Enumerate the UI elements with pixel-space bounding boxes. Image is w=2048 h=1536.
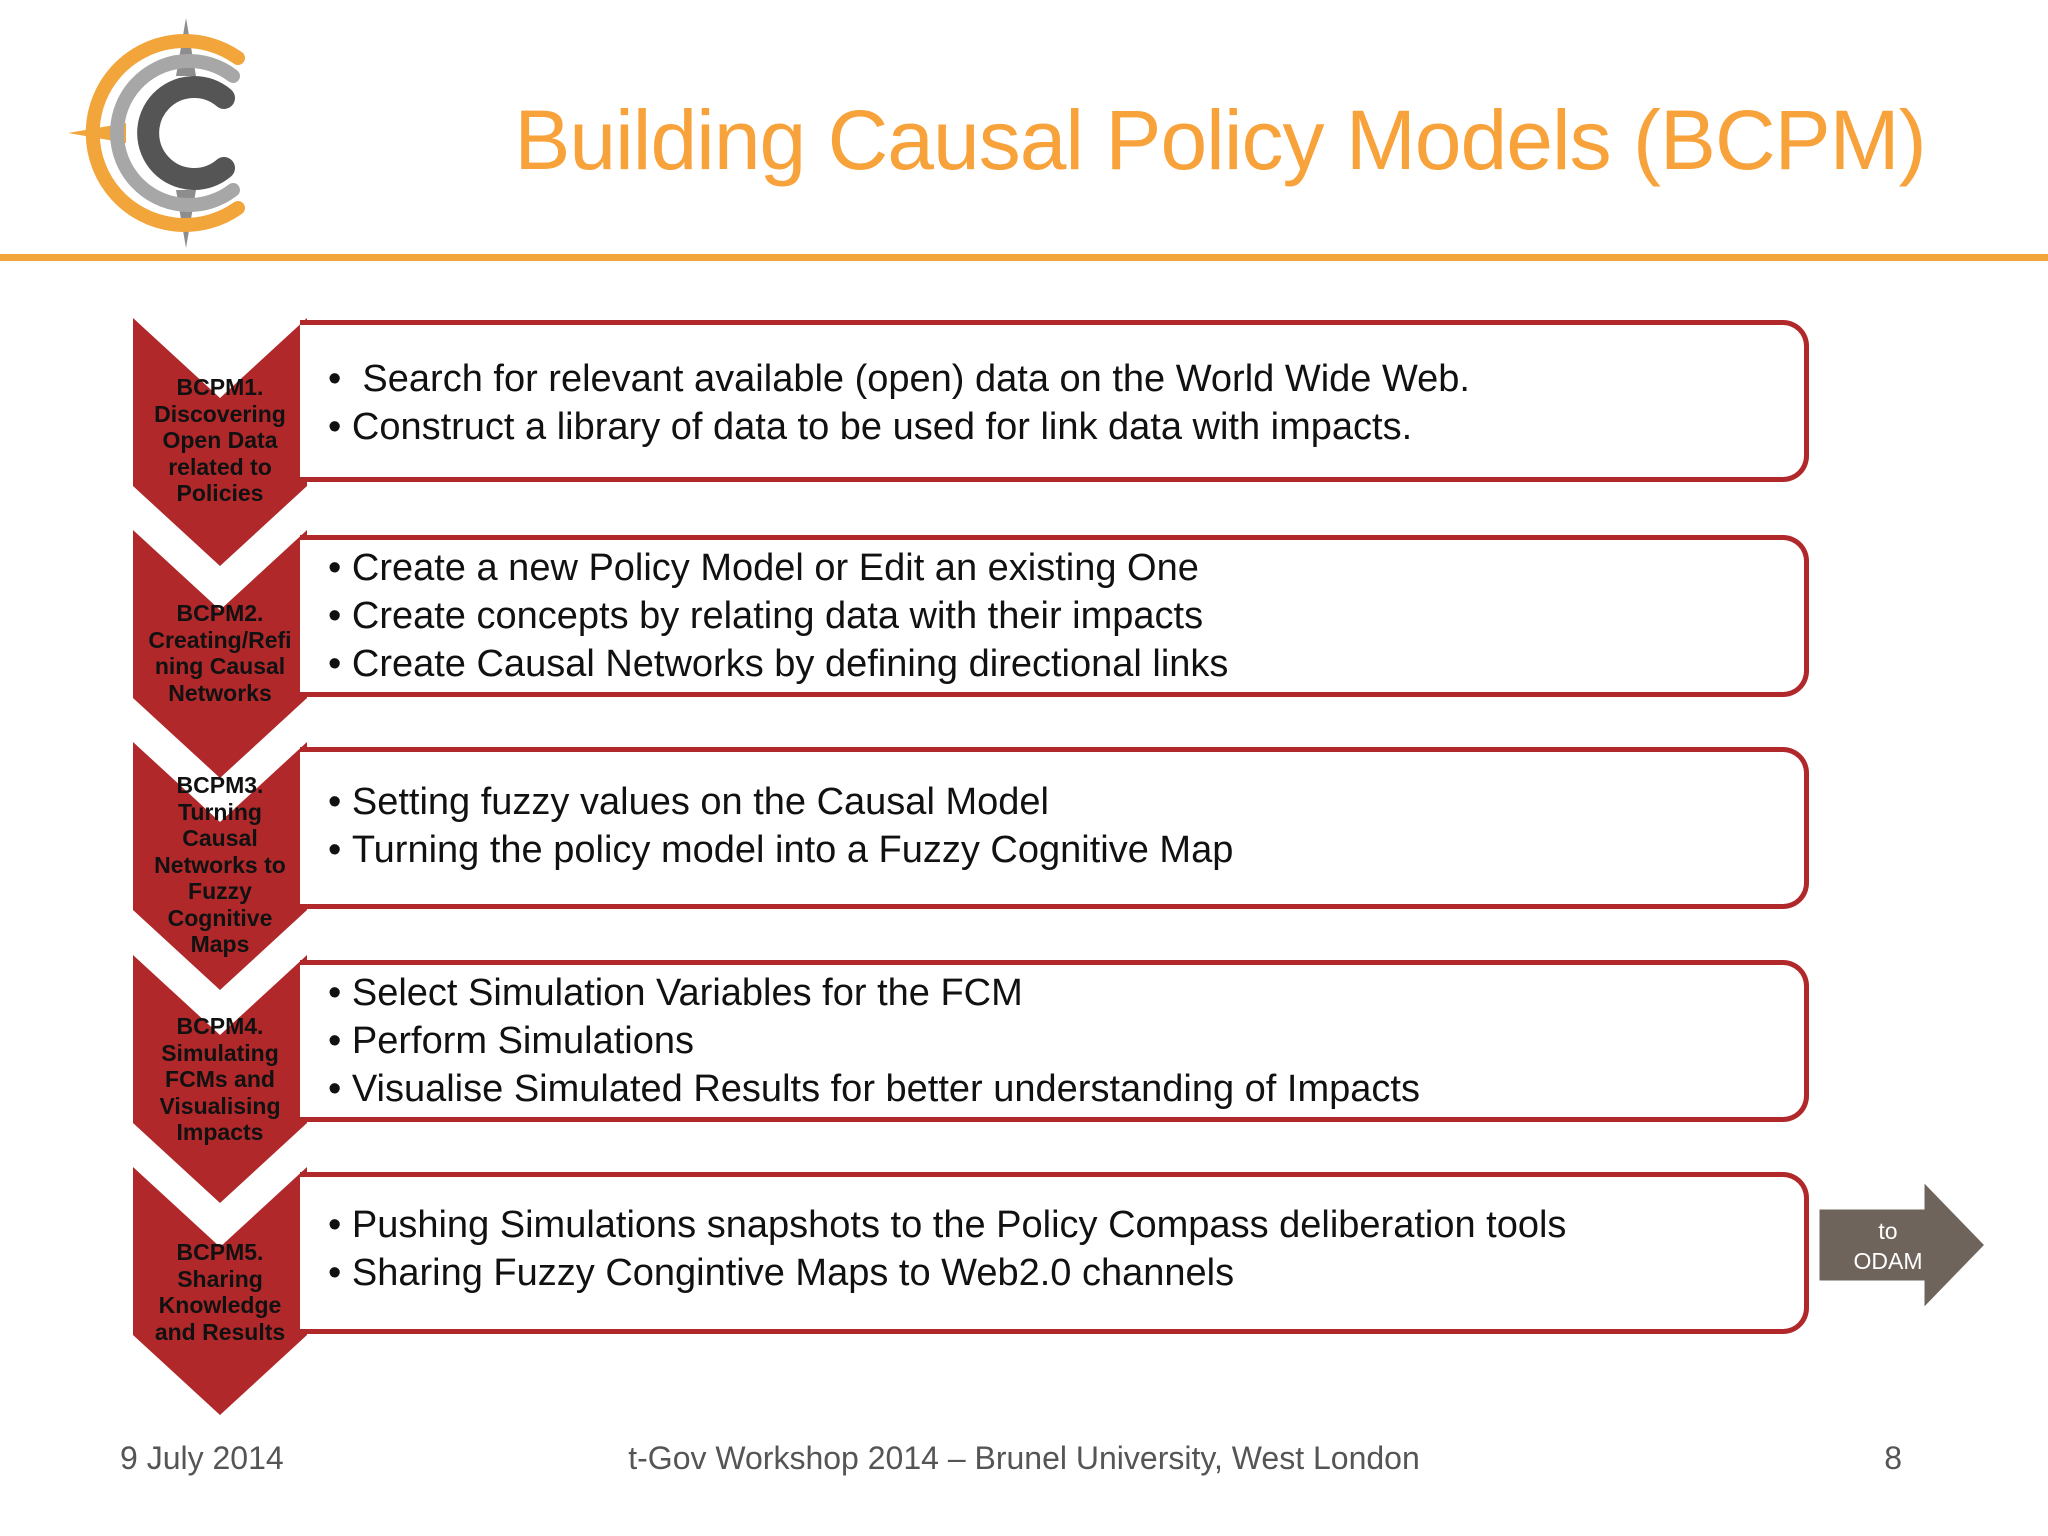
- compass-c-logo-icon: [68, 18, 278, 248]
- to-odam-label: to ODAM: [1853, 1218, 1923, 1274]
- step-3-box: [300, 747, 1809, 909]
- step-1-box: [300, 320, 1809, 482]
- step-1-chevron: [133, 318, 307, 566]
- to-odam-arrow[interactable]: [1818, 1180, 1988, 1310]
- step-1-label: BCPM1. Discovering Open Data related to Policies: [154, 374, 286, 506]
- step-5-box: [300, 1172, 1809, 1334]
- step-2-label: BCPM2. Creating/Refi ning Causal Networks: [148, 600, 292, 706]
- step-2-box: [300, 535, 1809, 697]
- step-1-bullet-1: • Search for relevant available (open) data on the World Wide Web.: [328, 355, 1470, 403]
- page-number: 8: [1884, 1440, 1902, 1476]
- step-2-chevron: [133, 530, 307, 778]
- step-1-bullet-2: • Construct a library of data to be used for link data with impacts.: [328, 403, 1470, 451]
- step-5-label: BCPM5. Sharing Knowledge and Results: [154, 1239, 286, 1345]
- step-5-bullet-1: • Pushing Simulations snapshots to the Policy Compass deliberation tools: [328, 1201, 1566, 1249]
- step-4-bullet-2: • Perform Simulations: [328, 1017, 1420, 1065]
- footer-date: 9 July 2014: [120, 1440, 284, 1476]
- step-5-chevron: [133, 1167, 307, 1415]
- footer-event: t-Gov Workshop 2014 – Brunel University, West London: [628, 1440, 1420, 1476]
- step-4-bullet-3: • Visualise Simulated Results for better understanding of Impacts: [328, 1065, 1420, 1113]
- slide-title: Building Causal Policy Models (BCPM): [514, 93, 1926, 187]
- logo: [68, 18, 278, 248]
- step-3-label: BCPM3. Turning Causal Networks to Fuzzy Cognitive Maps: [154, 772, 286, 957]
- step-4-chevron: [133, 955, 307, 1203]
- step-3-chevron: [133, 742, 307, 990]
- step-2-bullet-3: • Create Causal Networks by defining directional links: [328, 640, 1228, 688]
- step-2-bullet-1: • Create a new Policy Model or Edit an existing One: [328, 544, 1228, 592]
- step-4-label: BCPM4. Simulating FCMs and Visualising Impacts: [159, 1013, 281, 1145]
- step-2-bullet-2: • Create concepts by relating data with their impacts: [328, 592, 1228, 640]
- step-4-box: [300, 960, 1809, 1122]
- title-divider: [0, 254, 2048, 261]
- step-5-bullet-2: • Sharing Fuzzy Congintive Maps to Web2.0 channels: [328, 1249, 1566, 1297]
- step-3-bullet-2: • Turning the policy model into a Fuzzy Cognitive Map: [328, 826, 1233, 874]
- step-4-bullet-1: • Select Simulation Variables for the FCM: [328, 969, 1420, 1017]
- step-3-bullet-1: • Setting fuzzy values on the Causal Model: [328, 778, 1233, 826]
